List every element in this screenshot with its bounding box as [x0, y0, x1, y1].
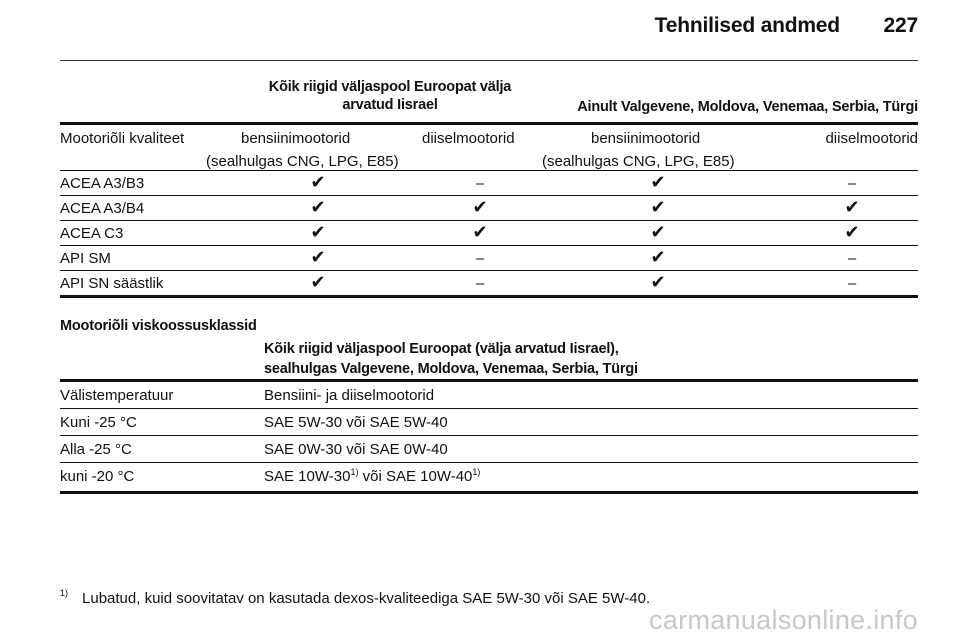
oil-grade-text: või SAE 10W-40	[358, 468, 473, 485]
header-rule	[60, 60, 918, 61]
viscosity-table-group-header	[60, 340, 918, 382]
row-label: ACEA C3	[60, 225, 124, 242]
check-mark-icon: ✔	[310, 272, 326, 292]
table-row	[60, 436, 918, 463]
table-row	[60, 246, 918, 271]
table-row	[60, 271, 918, 298]
check-mark-icon: ✔	[310, 172, 326, 192]
group-header-line: sealhulgas Valgevene, Moldova, Venemaa, Serbia, Türgi	[264, 361, 638, 377]
column-header: diiselmootorid	[422, 130, 515, 147]
check-mark-icon: ✔	[310, 247, 326, 267]
column-header: Mootoriõli kvaliteet	[60, 130, 185, 147]
section-title: Mootoriõli viskoossusklassid	[60, 318, 257, 334]
column-header: Välistemperatuur	[60, 387, 174, 404]
oil-quality-table-group-header	[60, 78, 918, 125]
page-title: Tehnilised andmed	[654, 14, 840, 37]
table-row	[60, 171, 918, 196]
check-mark-icon: ✔	[310, 222, 326, 242]
oil-grade-cell: SAE 0W-30 või SAE 0W-40	[264, 441, 448, 458]
check-mark-icon: ✔	[310, 197, 326, 217]
check-mark-icon: ✔	[844, 197, 860, 217]
dash-mark: –	[475, 250, 485, 267]
footnote	[60, 588, 650, 607]
dash-mark: –	[847, 175, 857, 192]
table-row	[60, 221, 918, 246]
check-mark-icon: ✔	[650, 197, 666, 217]
viscosity-table	[60, 340, 918, 494]
dash-mark: –	[475, 275, 485, 292]
check-mark-icon: ✔	[650, 222, 666, 242]
footnote-mark: 1)	[60, 588, 69, 598]
footnote-ref: 1)	[472, 467, 481, 477]
table-row	[60, 409, 918, 436]
dash-mark: –	[847, 275, 857, 292]
oil-grade-cell	[264, 468, 480, 485]
oil-quality-table-column-header	[60, 125, 918, 171]
oil-grade-cell: SAE 5W-30 või SAE 5W-40	[264, 414, 448, 431]
viscosity-table-column-header	[60, 382, 918, 409]
row-label: API SM	[60, 250, 111, 267]
table-row	[60, 463, 918, 494]
temperature-cell: kuni -20 °C	[60, 468, 135, 485]
group-header-line: Kõik riigid väljaspool Euroopat (välja arvatud Iisrael),	[264, 341, 619, 357]
row-label: ACEA A3/B3	[60, 175, 145, 192]
row-label: API SN säästlik	[60, 275, 164, 292]
row-label: ACEA A3/B4	[60, 200, 145, 217]
column-header: bensiinimootorid	[591, 130, 701, 147]
column-note: (sealhulgas CNG, LPG, E85)	[542, 153, 735, 170]
column-header: Bensiini- ja diiselmootorid	[264, 387, 435, 404]
watermark: carmanualsonline.info	[649, 605, 918, 635]
check-mark-icon: ✔	[650, 172, 666, 192]
column-header: bensiinimootorid	[241, 130, 351, 147]
temperature-cell: Kuni -25 °C	[60, 414, 137, 431]
check-mark-icon: ✔	[844, 222, 860, 242]
check-mark-icon: ✔	[650, 272, 666, 292]
page-header	[655, 14, 918, 38]
group-header-selected-countries: Ainult Valgevene, Moldova, Venemaa, Serbia, Türgi	[577, 99, 918, 115]
column-header: diiselmootorid	[825, 130, 918, 147]
dash-mark: –	[847, 250, 857, 267]
footnote-text: Lubatud, kuid soovitatav on kasutada dexos-kvaliteediga SAE 5W-30 või SAE 5W-40.	[82, 590, 651, 607]
check-mark-icon: ✔	[650, 247, 666, 267]
dash-mark: –	[475, 175, 485, 192]
temperature-cell: Alla -25 °C	[60, 441, 132, 458]
group-header-all-countries: Kõik riigid väljaspool Euroopat välja arvatud Iisrael	[268, 79, 512, 113]
check-mark-icon: ✔	[472, 197, 488, 217]
check-mark-icon: ✔	[472, 222, 488, 242]
footnote-ref: 1)	[350, 467, 359, 477]
oil-grade-text: SAE 10W-30	[264, 468, 351, 485]
oil-quality-table	[60, 78, 918, 298]
page-number: 227	[883, 14, 918, 37]
column-note: (sealhulgas CNG, LPG, E85)	[206, 153, 399, 170]
table-row	[60, 196, 918, 221]
